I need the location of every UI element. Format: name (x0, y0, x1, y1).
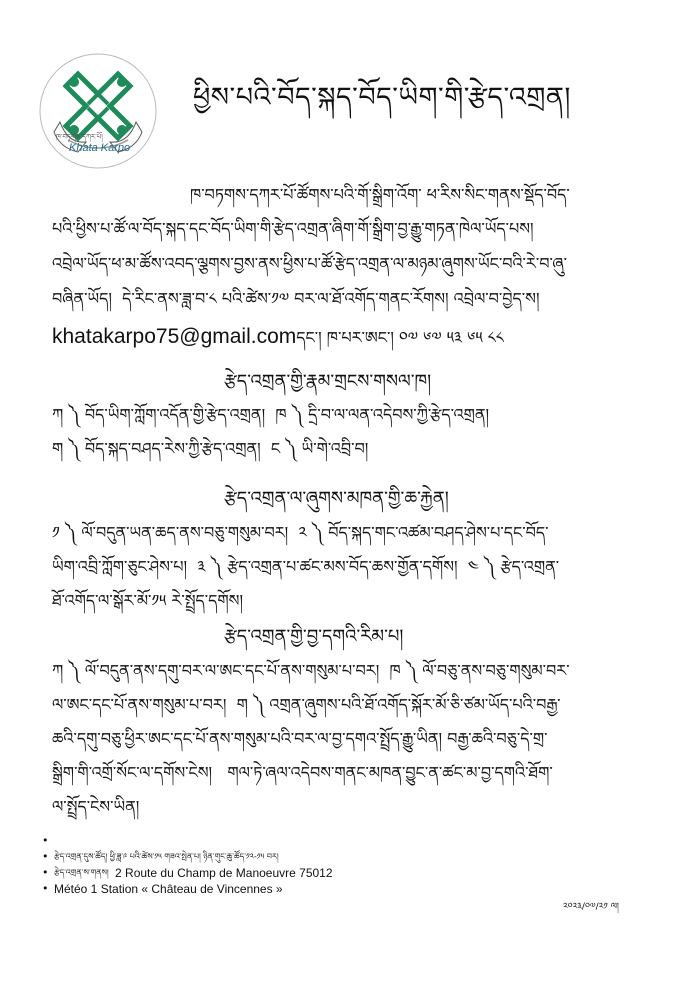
prizes-line-3: ཆའི་དགུ་བཅུ་ཕྱིར་ཨང་དང་པོ་ནས་གསུམ་པའི་བར་ལ་བྱ་དགའ་སྤྲོད་རྒྱུ་ཡིན། བརྒྱ་ཆའི་བཅུ་དེ་གྲ་ (52, 729, 548, 748)
prizes-line-5: ལ་སྤྲོད་ངེས་ཡིན། (52, 797, 140, 816)
section-heading-prizes: རྩེད་འགྲན་གྱི་བྱ་དགའི་རིམ་པ། (224, 626, 404, 647)
prizes-line-4: སྒྲིག་གི་འགྲོ་སོང་ལ་དགོས་ངེས། གལ་ཏེ་ཞལ་འདེབས་གནང་མཁན་བྱུང་ན་ཚང་མ་བྱ་དགའི་ཐོག་ (52, 763, 553, 782)
section-heading-categories: རྩེད་འགྲན་གྱི་རྣམ་གྲངས་གསལ་ཁ། (224, 371, 432, 392)
page-title: ཕྱིས་པའི་བོད་སྐད་བོད་ཡིག་གི་རྩེད་འགྲན། (193, 82, 571, 113)
note-metro: • Météo 1 Station « Château de Vincennes » (42, 882, 283, 896)
bullet-icon: • (42, 882, 49, 895)
bullet-icon: • (42, 866, 49, 879)
intro-line-1: ཁ་བཏགས་དཀར་པོ་ཚོགས་པའི་གོ་སྒྲིག་འོག་ ཕ་རིས་སིང་གནས་སྡོད་བོད་ (190, 185, 570, 204)
intro-line-2: པའི་ཕྱིས་པ་ཚོ་ལ་བོད་སྐད་དང་བོད་ཡིག་གི་རྩེད་འགྲན་ཞིག་གོ་སྒྲིག་བྱ་རྒྱུ་གཏན་ཁེལ་ཡོད་པས། (52, 219, 534, 238)
prizes-line-2: ལ་ཨང་དང་པོ་ནས་གསུམ་པ་བར། ག ༽ འགྲན་ཞུགས་པའི་ཐོ་འགོད་སྐོར་མོ་ཅི་ཙམ་ཡོད་པའི་བརྒྱ་ (52, 695, 561, 714)
bullet-icon: • (42, 850, 49, 863)
logo-inscription: ཁ་བཏགས་དཀར་པོ། (56, 133, 103, 141)
contact-phone: དང་། ཁ་པར་ཨང་། ༠༧ ༦༧ ༥༣ ༦༥ ༨༨ (296, 328, 504, 347)
note-date: • རྩེད་འགྲན་དུས་ཚོད། ཕྱི་ཟླ་༩ པའི་ཚེས་༡༥ གཟའ་སྤེན་པ། ཉིན་གུང་ཆུ་ཚོད་༡༢-༡༥ བར། (42, 850, 279, 863)
logo-text: Khata Karpo (69, 142, 131, 154)
bullet-icon: • (42, 834, 49, 847)
intro-line-4: བཞིན་ཡོད། དེ་རིང་ནས་ཟླ་བ་༨ པའི་ཚེས་༡༧ བར་ལ་ཐོ་འགོད་གནང་རོགས། འབྲེལ་བ་བྱེད་ས། (52, 289, 540, 308)
prizes-line-1: ཀ ༽ ལོ་བདུན་ནས་དགུ་བར་ལ་ཨང་དང་པོ་ནས་གསུམ་པ་བར། ཁ ༽ ལོ་བཅུ་ནས་བཅུ་གསུམ་བར་ (52, 661, 570, 680)
notes-list (42, 833, 333, 897)
contact-line (52, 319, 504, 355)
note-venue: • རྩེད་འགྲན་ས་གནས། 2 Route du Champ de Manoeuvre 75012 (42, 866, 333, 880)
categories-line-2: ག ༽ བོད་སྐད་བཤད་རེས་ཀྱི་རྩེད་འགྲན། ང ༽ ཡི་གེ་འབྲི་བ། (52, 439, 369, 458)
section-heading-eligibility: རྩེད་འགྲན་ལ་ཞུགས་མཁན་གྱི་ཆ་རྐྱེན། (224, 488, 449, 509)
document-date: ༢༠༢༣/༠༧/༢༡ ལ། (563, 902, 619, 912)
note-empty (42, 833, 333, 849)
eligibility-line-2: ཡིག་འབྲི་ཀློག་ཅུང་ཤེས་པ། ༣ ༽ རྩེད་འགྲན་པ་ཚང་མས་བོད་ཆས་གྱོན་དགོས། ༤ ༽ རྩེད་འགྲན་ (52, 557, 560, 576)
khata-karpo-logo (38, 52, 158, 170)
eligibility-line-1: ༡ ༽ ལོ་བདུན་ཡན་ཆད་ནས་བཅུ་གསུམ་བར། ༢ ༽ བོད་སྐད་གང་འཚམ་བཤད་ཤེས་པ་དང་བོད་ (52, 523, 549, 542)
eligibility-line-3: ཐོ་འགོད་ལ་སྒོར་མོ་༡༥ རེ་སྤྲོད་དགོས། (52, 591, 244, 610)
categories-line-1: ཀ ༽ བོད་ཡིག་ཀློག་འདོན་གྱི་རྩེད་འགྲན། ཁ ༽ དྲི་བ་ལ་ལན་འདེབས་ཀྱི་རྩེད་འགྲན། (52, 405, 490, 424)
intro-line-3: འབྲེལ་ཡོད་ཕ་མ་ཚོས་འབད་ལྕགས་བྱས་ནས་ཕྱིས་པ་ཚོ་རྩེད་འགྲན་ལ་མཉམ་ཞུགས་ཡོང་བའི་རེ་བ་ཞུ་ (52, 254, 567, 273)
contact-email[interactable]: khatakarpo75@gmail.com (52, 325, 297, 348)
